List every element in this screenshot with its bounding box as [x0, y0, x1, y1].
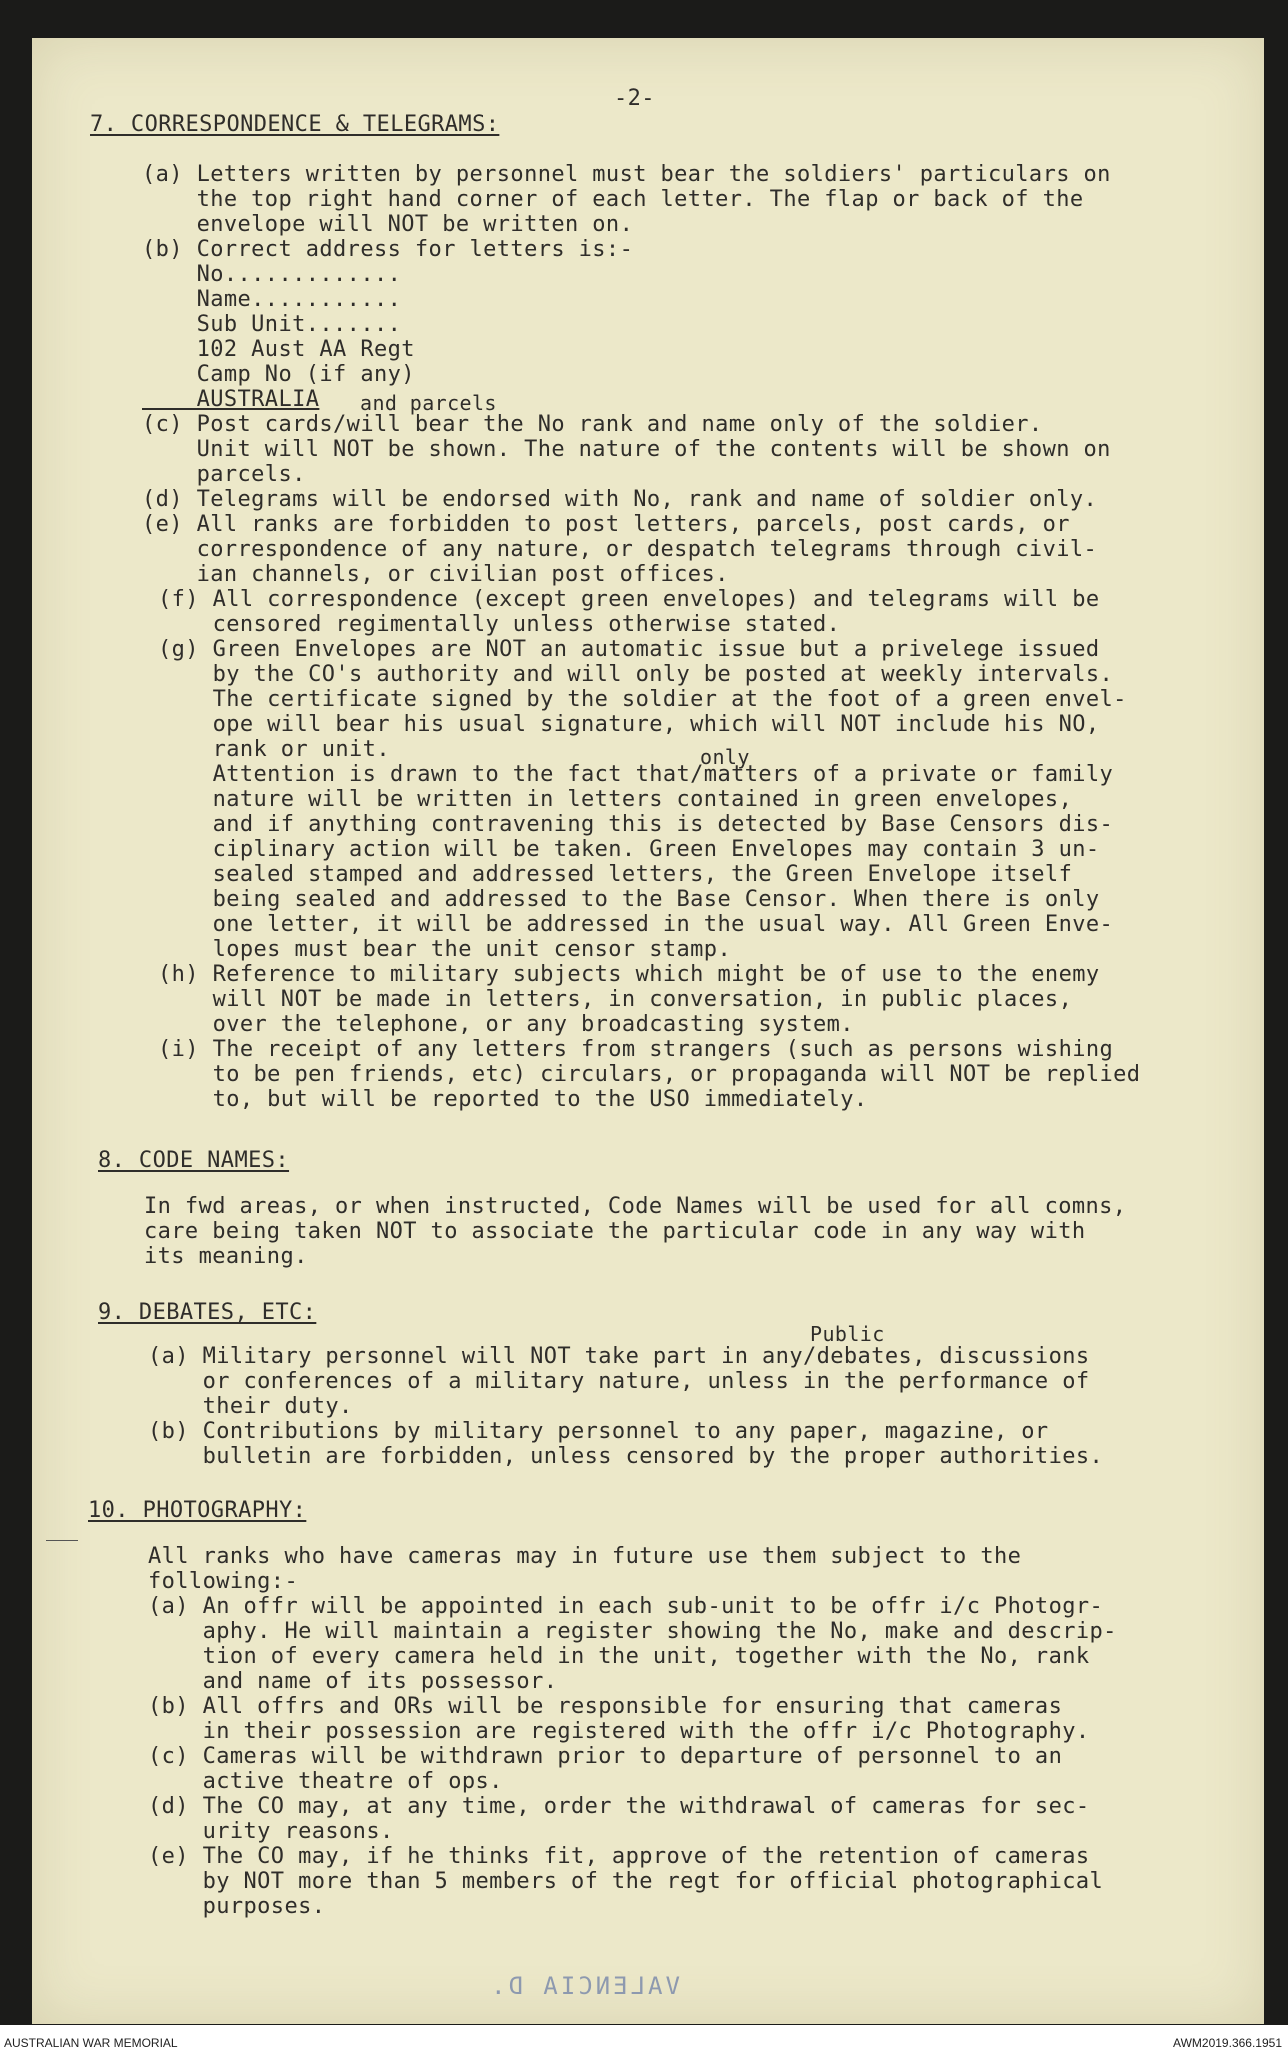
section-9-heading: 9. DEBATES, ETC:: [98, 1300, 317, 1325]
s7-b-line-5: 102 Aust AA Regt: [142, 337, 415, 362]
s7-e-line-1: (e) All ranks are forbidden to post letters, parcels, post cards, or: [142, 512, 1070, 537]
s8-line-1: In fwd areas, or when instructed, Code Names will be used for all comns,: [144, 1194, 1127, 1219]
s10-c-line-1: (c) Cameras will be withdrawn prior to departure of personnel to an: [148, 1744, 1063, 1769]
s7-insert-only: only: [700, 745, 750, 769]
s10-e-line-3: purposes.: [148, 1894, 326, 1919]
footer-institution: AUSTRALIAN WAR MEMORIAL: [4, 2036, 178, 2050]
s7-b-line-7: AUSTRALIA: [142, 387, 320, 412]
s7-d-line-1: (d) Telegrams will be endorsed with No, rank and name of soldier only.: [142, 487, 1098, 512]
s7-c-line-3: parcels.: [142, 462, 306, 487]
s7-b-line-2: No.............: [142, 262, 402, 287]
s9-insert-public: Public: [810, 1322, 885, 1346]
section-10-heading: 10. PHOTOGRAPHY:: [88, 1498, 307, 1523]
s7-g-line-6: Attention is drawn to the fact that/matters of a private or family: [158, 762, 1114, 787]
s7-g-line-12: one letter, it will be addressed in the usual way. All Green Enve-: [158, 912, 1114, 937]
page-number: -2-: [614, 86, 655, 111]
s10-b-line-1: (b) All offrs and ORs will be responsible for ensuring that cameras: [148, 1694, 1063, 1719]
s7-a-line-1: (a) Letters written by personnel must bear the soldiers' particulars on: [142, 162, 1111, 187]
s7-i-line-3: to, but will be reported to the USO immediately.: [158, 1087, 868, 1112]
s7-e-line-3: ian channels, or civilian post offices.: [142, 562, 729, 587]
s7-i-line-1: (i) The receipt of any letters from strangers (such as persons wishing: [158, 1037, 1114, 1062]
footer-accession-number: AWM2019.366.1951: [1173, 2036, 1282, 2050]
archive-footer: [0, 2025, 1288, 2061]
s10-c-line-2: active theatre of ops.: [148, 1769, 503, 1794]
s7-g-line-3: The certificate signed by the soldier at the foot of a green envel-: [158, 687, 1127, 712]
s8-line-2: care being taken NOT to associate the particular code in any way with: [144, 1219, 1086, 1244]
s10-intro-line-1: All ranks who have cameras may in future use them subject to the: [148, 1544, 1022, 1569]
s7-h-line-1: (h) Reference to military subjects which might be of use to the enemy: [158, 962, 1100, 987]
s10-a-line-1: (a) An offr will be appointed in each sub-unit to be offr i/c Photogr-: [148, 1594, 1104, 1619]
s7-e-line-2: correspondence of any nature, or despatch telegrams through civil-: [142, 537, 1098, 562]
s9-b-line-1: (b) Contributions by military personnel to any paper, magazine, or: [148, 1419, 1049, 1444]
s7-i-line-2: to be pen friends, etc) circulars, or propaganda will NOT be replied: [158, 1062, 1141, 1087]
s7-c-line-1: (c) Post cards/will bear the No rank and name only of the soldier.: [142, 412, 1043, 437]
s7-b-line-4: Sub Unit.......: [142, 312, 402, 337]
s7-b-line-3: Name...........: [142, 287, 402, 312]
s10-b-line-2: in their possession are registered with the offr i/c Photography.: [148, 1719, 1090, 1744]
s9-a-line-3: their duty.: [148, 1394, 353, 1419]
s7-g-line-2: by the CO's authority and will only be posted at weekly intervals.: [158, 662, 1114, 687]
s10-a-line-2: aphy. He will maintain a register showing the No, make and descrip-: [148, 1619, 1117, 1644]
s7-b-line-6: Camp No (if any): [142, 362, 415, 387]
s10-intro-line-2: following:-: [148, 1569, 299, 1594]
s7-g-line-9: ciplinary action will be taken. Green Envelopes may contain 3 un-: [158, 837, 1100, 862]
s10-d-line-2: urity reasons.: [148, 1819, 394, 1844]
s7-g-line-13: lopes must bear the unit censor stamp.: [158, 937, 732, 962]
s7-f-line-1: (f) All correspondence (except green envelopes) and telegrams will be: [158, 587, 1100, 612]
s7-insert-parcels: and parcels: [360, 391, 497, 415]
s10-e-line-2: by NOT more than 5 members of the regt for official photographical: [148, 1869, 1104, 1894]
s7-g-line-8: and if anything contravening this is detected by Base Censors dis-: [158, 812, 1114, 837]
section-8-heading: 8. CODE NAMES:: [98, 1148, 290, 1173]
s10-a-line-3: tion of every camera held in the unit, together with the No, rank: [148, 1644, 1090, 1669]
faded-stamp: VALENCIA D.: [488, 1972, 680, 2000]
s7-g-line-4: ope will bear his usual signature, which will NOT include his NO,: [158, 712, 1100, 737]
s7-c-line-2: Unit will NOT be shown. The nature of the contents will be shown on: [142, 437, 1111, 462]
s8-line-3: its meaning.: [144, 1244, 308, 1269]
s7-g-line-7: nature will be written in letters contained in green envelopes,: [158, 787, 1073, 812]
s7-b-line-1: (b) Correct address for letters is:-: [142, 237, 634, 262]
s7-a-line-3: envelope will NOT be written on.: [142, 212, 634, 237]
s9-b-line-2: bulletin are forbidden, unless censored by the proper authorities.: [148, 1444, 1104, 1469]
margin-rule: [46, 1540, 78, 1541]
s10-e-line-1: (e) The CO may, if he thinks fit, approve of the retention of cameras: [148, 1844, 1090, 1869]
s7-g-line-11: being sealed and addressed to the Base Censor. When there is only: [158, 887, 1100, 912]
s9-a-line-1: (a) Military personnel will NOT take part in any/debates, discussions: [148, 1344, 1090, 1369]
s9-a-line-2: or conferences of a military nature, unless in the performance of: [148, 1369, 1090, 1394]
document-page: [32, 38, 1264, 2024]
s10-a-line-4: and name of its possessor.: [148, 1669, 558, 1694]
s7-g-line-1: (g) Green Envelopes are NOT an automatic issue but a privelege issued: [158, 637, 1100, 662]
s7-f-line-2: censored regimentally unless otherwise stated.: [158, 612, 841, 637]
s7-h-line-2: will NOT be made in letters, in conversation, in public places,: [158, 987, 1073, 1012]
s7-a-line-2: the top right hand corner of each letter. The flap or back of the: [142, 187, 1084, 212]
s7-h-line-3: over the telephone, or any broadcasting system.: [158, 1012, 854, 1037]
s7-g-line-5: rank or unit.: [158, 737, 390, 762]
s7-g-line-10: sealed stamped and addressed letters, the Green Envelope itself: [158, 862, 1073, 887]
section-7-heading: 7. CORRESPONDENCE & TELEGRAMS:: [90, 112, 500, 137]
s10-d-line-1: (d) The CO may, at any time, order the withdrawal of cameras for sec-: [148, 1794, 1090, 1819]
